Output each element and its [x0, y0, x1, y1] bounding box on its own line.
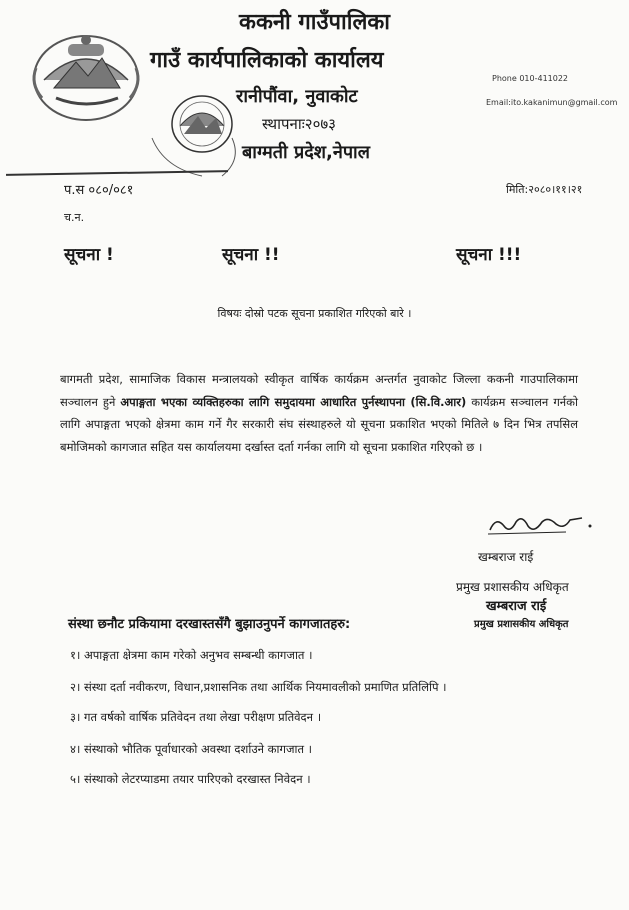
notice-heading-3: सूचना !!!	[456, 245, 522, 265]
reference-number: प.स ०८०/०८१	[64, 183, 134, 198]
requirement-item: ५। संस्थाको लेटरप्याडमा तयार पारिएको दरखास्त निवेदन ।	[70, 772, 311, 786]
signatory-name: खम्बराज राई	[478, 550, 534, 564]
letter-date: मिति:२०८०।११।२१	[506, 183, 583, 196]
municipality-name: ककनी गाउँपालिका	[239, 10, 390, 35]
handwritten-signature	[486, 510, 596, 538]
requirement-item: ४। संस्थाको भौतिक पूर्वाधारको अवस्था दर्शाउने कागजात ।	[70, 742, 313, 756]
requirement-item: १। अपाङ्गता क्षेत्रमा काम गरेको अनुभव सम्बन्धी कागजात ।	[70, 648, 313, 662]
stamp-signatory-title: प्रमुख प्रशासकीय अधिकृत	[474, 619, 569, 630]
subject-line: विषयः दोस्रो पटक सूचना प्रकाशित गरिएको बारे ।	[217, 307, 412, 320]
established-year: स्थापनाः२०७३	[262, 115, 336, 133]
email-address: Email:ito.kakanimun@gmail.com	[486, 98, 618, 107]
notice-heading-1: सूचना !	[64, 245, 114, 265]
province-name: बाग्मती प्रदेश,नेपाल	[242, 142, 370, 163]
dispatch-number: च.न.	[64, 211, 85, 224]
government-emblem	[26, 28, 150, 124]
notice-heading-2: सूचना !!	[222, 245, 280, 265]
notice-body: बागमती प्रदेश, सामाजिक विकास मन्त्रालयको स्वीकृत वार्षिक कार्यक्रम अन्तर्गत नुवाकोट जिल्ला ककनी गाउपालिकामा सञ्चालन हुने अपाङ्गता भएका व्यक्तिहरुका लागि समुदायमा आधारित पुर्नस्थापना (सि.वि.आर) कार्यक्रम सञ्चालन गर्नको लागि अपाङ्गता भएको क्षेत्रमा काम गर्ने गैर सरकारी संघ संस्थाहरुले यो सूचना प्रकाशित भएको मितिले ७ दिन भित्र तपसिल बमोजिमको कागजात सहित यस कार्यालयमा दर्खास्त दर्ता गर्नका लागि यो सूचना प्रकाशित गरिएको छ ।	[60, 372, 578, 454]
phone-number: Phone 010-411022	[492, 74, 569, 83]
requirements-title: संस्था छनौट प्रकियामा दरखास्तसँगै बुझाउनुपर्ने कागजातहरु:	[68, 617, 351, 632]
requirement-item: २। संस्था दर्ता नवीकरण, विधान,प्रशासनिक तथा आर्थिक नियमावलीको प्रमाणित प्रतिलिपि ।	[70, 680, 447, 694]
signatory-title: प्रमुख प्रशासकीय अधिकृत	[456, 580, 569, 594]
stamp-signatory-name: खम्बराज राई	[486, 599, 547, 614]
office-name: गाउँ कार्यपालिकाको कार्यालय	[150, 48, 384, 73]
office-address: रानीपौंवा, नुवाकोट	[236, 86, 358, 107]
requirement-item: ३। गत वर्षको वार्षिक प्रतिवेदन तथा लेखा परीक्षण प्रतिवेदन ।	[70, 710, 322, 724]
program-name: अपाङ्गता भएका व्यक्तिहरुका लागि समुदायमा आधारित पुर्नस्थापना (सि.वि.आर)	[120, 394, 467, 409]
